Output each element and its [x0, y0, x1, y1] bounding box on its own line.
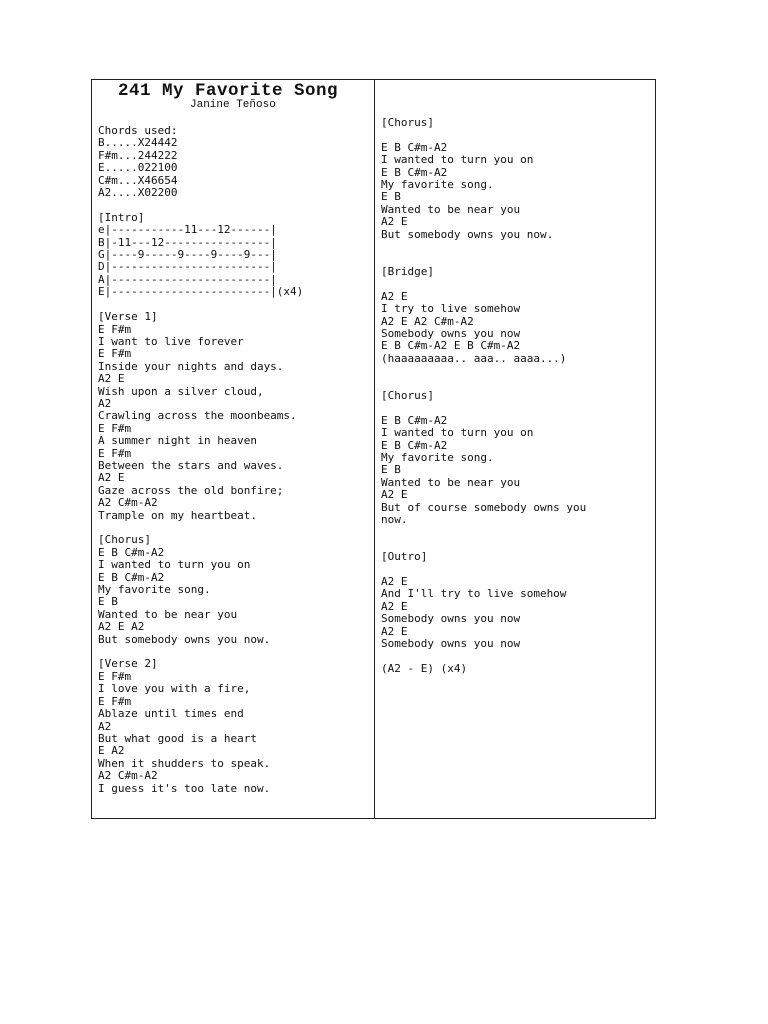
- text-line: Inside your nights and days.: [98, 359, 284, 373]
- text-line: But of course somebody owns you: [381, 500, 587, 514]
- text-line: Wish upon a silver cloud,: [98, 384, 264, 398]
- text-line: A2....X02200: [98, 186, 178, 200]
- text-line: E F#m: [98, 421, 132, 435]
- text-line: E F#m: [98, 322, 132, 336]
- song-title: 241 My Favorite Song: [118, 81, 339, 101]
- text-line: I want to live forever: [98, 334, 244, 348]
- text-line: I wanted to turn you on: [381, 426, 534, 440]
- text-line: A2 E: [381, 289, 408, 303]
- text-line: Somebody owns you now: [381, 326, 521, 340]
- left-column-text: [98, 125, 303, 795]
- right-column-text: [381, 117, 586, 675]
- text-line: G|----9-----9----9----9---|: [98, 248, 277, 262]
- text-line: e|-----------11---12------|: [98, 223, 277, 237]
- text-line: A2 E: [381, 488, 408, 502]
- text-line: But somebody owns you now.: [98, 632, 271, 646]
- text-line: [Verse 1]: [98, 310, 158, 324]
- text-line: (haaaaaaaaa.. aaa.. aaaa...): [381, 351, 567, 365]
- text-line: now.: [381, 513, 408, 526]
- text-line: Between the stars and waves.: [98, 458, 284, 472]
- text-line: I guess it's too late now.: [98, 781, 271, 795]
- text-line: A2 E: [381, 215, 408, 229]
- text-line: E F#m: [98, 694, 132, 708]
- text-line: A2: [98, 396, 112, 410]
- text-line: I wanted to turn you on: [98, 558, 251, 572]
- text-line: [Chorus]: [381, 116, 434, 129]
- text-line: B.....X24442: [98, 136, 178, 150]
- text-line: When it shudders to speak.: [98, 756, 271, 770]
- song-artist: Janine Teñoso: [190, 99, 276, 111]
- text-line: E B: [98, 595, 118, 609]
- text-line: E B C#m-A2: [98, 570, 165, 584]
- text-line: I try to live somehow: [381, 302, 521, 316]
- text-line: A2 E: [98, 372, 125, 386]
- text-line: Wanted to be near you: [381, 475, 521, 489]
- text-line: E B C#m-A2: [381, 165, 448, 179]
- text-line: A2 E A2 C#m-A2: [381, 314, 474, 328]
- text-line: Ablaze until times end: [98, 707, 244, 721]
- text-line: And I'll try to live somehow: [381, 587, 567, 601]
- text-line: A2 C#m-A2: [98, 496, 158, 510]
- text-line: Trample on my heartbeat.: [98, 508, 257, 522]
- text-line: [Verse 2]: [98, 657, 158, 671]
- text-line: A2 E: [381, 575, 408, 589]
- column-divider: [374, 80, 375, 818]
- text-line: E B C#m-A2: [98, 545, 165, 559]
- text-line: C#m...X46654: [98, 173, 178, 187]
- text-line: E B C#m-A2: [381, 413, 448, 427]
- text-line: Wanted to be near you: [381, 202, 521, 216]
- text-line: E B C#m-A2 E B C#m-A2: [381, 339, 521, 353]
- text-line: A2 E: [381, 624, 408, 638]
- text-line: A2 E: [98, 471, 125, 485]
- text-line: E B: [381, 463, 401, 477]
- text-line: [Chorus]: [98, 533, 151, 547]
- text-line: E B C#m-A2: [381, 140, 448, 154]
- text-line: A2 E A2: [98, 620, 145, 634]
- text-line: B|-11---12----------------|: [98, 235, 277, 249]
- text-line: My favorite song.: [381, 450, 494, 464]
- text-line: Gaze across the old bonfire;: [98, 483, 284, 497]
- text-line: [Outro]: [381, 550, 428, 564]
- text-line: (A2 - E) (x4): [381, 661, 468, 675]
- text-line: [Bridge]: [381, 264, 434, 278]
- text-line: A summer night in heaven: [98, 434, 257, 448]
- text-line: My favorite song.: [98, 583, 211, 597]
- text-line: E B C#m-A2: [381, 438, 448, 452]
- chord-sheet: [91, 79, 656, 819]
- text-line: D|------------------------|: [98, 260, 277, 274]
- text-line: A2 C#m-A2: [98, 769, 158, 783]
- text-line: E.....022100: [98, 161, 178, 175]
- text-line: Somebody owns you now: [381, 637, 521, 651]
- text-line: My favorite song.: [381, 178, 494, 192]
- text-line: E F#m: [98, 446, 132, 460]
- text-line: Crawling across the moonbeams.: [98, 409, 297, 423]
- text-line: But somebody owns you now.: [381, 227, 554, 241]
- text-line: A|------------------------|: [98, 272, 277, 286]
- text-line: A2 E: [381, 599, 408, 613]
- text-line: Somebody owns you now: [381, 612, 521, 626]
- text-line: I wanted to turn you on: [381, 153, 534, 167]
- text-line: A2: [98, 719, 112, 733]
- text-line: E A2: [98, 744, 125, 758]
- text-line: E|------------------------|(x4): [98, 285, 304, 299]
- text-line: Wanted to be near you: [98, 607, 238, 621]
- text-line: [Intro]: [98, 210, 145, 224]
- text-line: F#m...244222: [98, 148, 178, 162]
- text-line: Chords used:: [98, 124, 178, 137]
- text-line: I love you with a fire,: [98, 682, 251, 696]
- text-line: [Chorus]: [381, 388, 434, 402]
- text-line: E F#m: [98, 669, 132, 683]
- text-line: E B: [381, 190, 401, 204]
- text-line: But what good is a heart: [98, 731, 257, 745]
- text-line: E F#m: [98, 347, 132, 361]
